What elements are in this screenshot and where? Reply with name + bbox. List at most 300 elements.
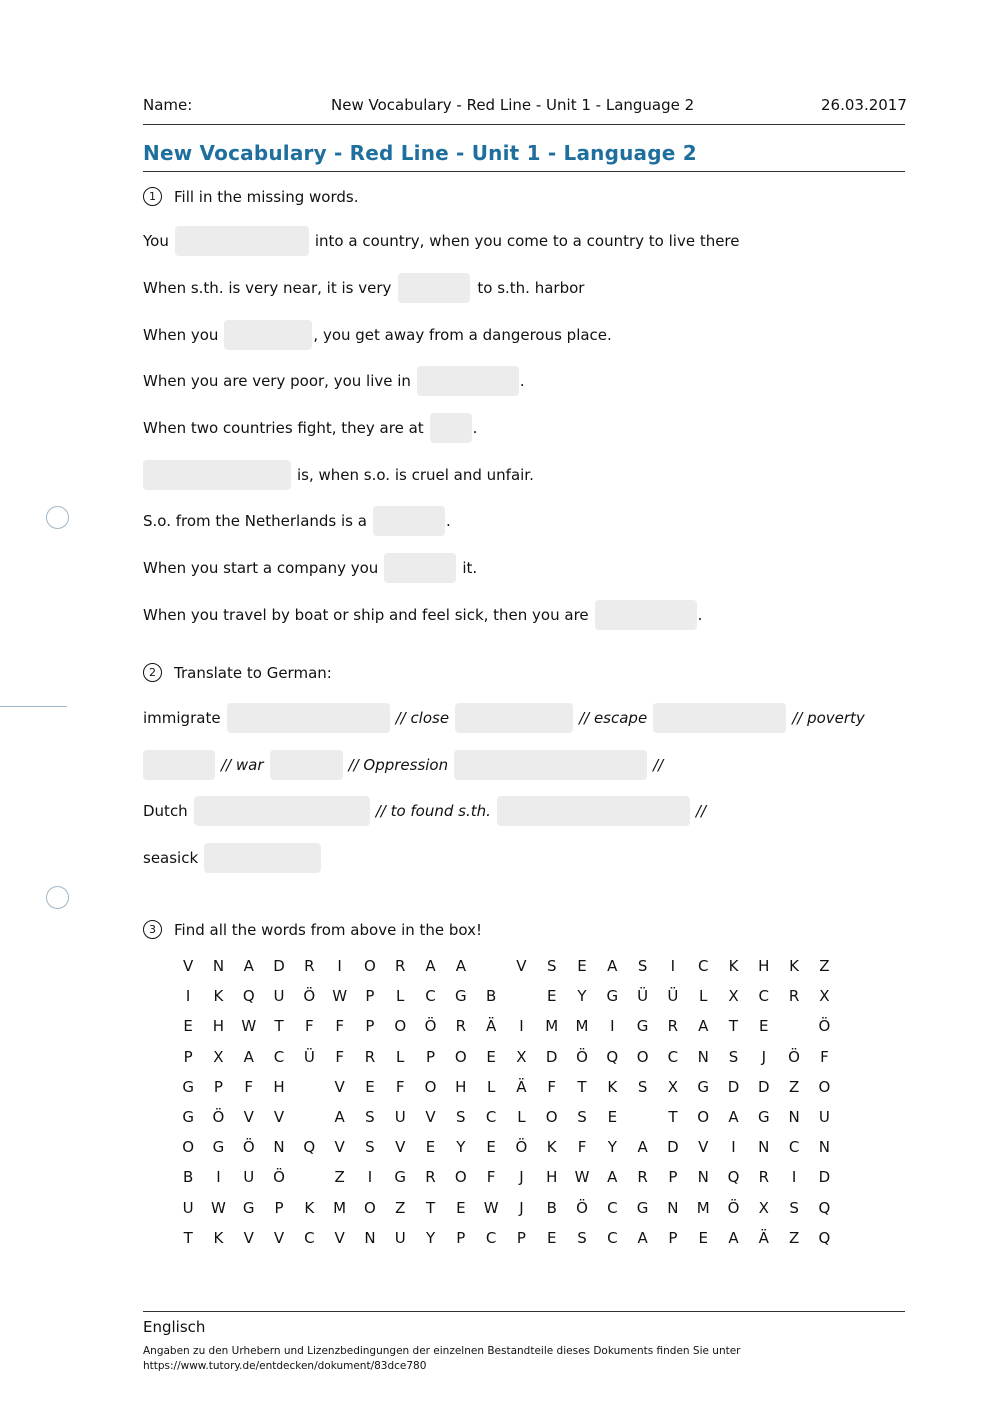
translation-blank[interactable]	[270, 750, 343, 780]
sentence-row	[143, 366, 525, 396]
sentence-text: When you	[143, 326, 219, 344]
grid-letter[interactable]: Ü	[667, 987, 679, 1006]
grid-letter[interactable]: P	[668, 1228, 678, 1247]
grid-row	[173, 981, 840, 1011]
sentence-row	[143, 553, 477, 583]
grid-letter[interactable]: K	[546, 1138, 557, 1157]
grid-letter[interactable]: E	[365, 1077, 375, 1096]
sentence-text: When s.th. is very near, it is very	[143, 279, 392, 297]
grid-letter[interactable]: E	[456, 1198, 466, 1217]
sentence-text: .	[472, 419, 478, 437]
task-1-heading	[143, 187, 358, 206]
grid-letter[interactable]: Ö	[515, 1138, 528, 1157]
grid-letter[interactable]: Z	[395, 1198, 406, 1217]
grid-letter[interactable]: F	[486, 1168, 496, 1187]
grid-letter[interactable]: C	[788, 1138, 800, 1157]
grid-letter[interactable]: C	[425, 987, 436, 1006]
grid-letter[interactable]: T	[425, 1198, 436, 1217]
grid-letter[interactable]: S	[577, 1228, 587, 1247]
grid-row	[173, 1042, 840, 1072]
grid-letter[interactable]: O	[182, 1138, 195, 1157]
grid-letter[interactable]: D	[818, 1168, 831, 1187]
grid-letter[interactable]: Ö	[242, 1138, 255, 1157]
grid-letter[interactable]: N	[697, 1168, 709, 1187]
grid-letter[interactable]: G	[636, 1198, 649, 1217]
answer-blank[interactable]	[224, 320, 312, 350]
grid-letter[interactable]: G	[212, 1138, 225, 1157]
word-close: // close	[395, 709, 450, 727]
word-war: // war	[221, 756, 264, 774]
task-number-badge: 2	[143, 663, 162, 682]
grid-letter[interactable]: O	[454, 1168, 467, 1187]
grid-letter[interactable]: A	[728, 1108, 739, 1127]
header-date: 26.03.2017	[821, 96, 907, 114]
grid-letter[interactable]: N	[788, 1108, 800, 1127]
translation-blank[interactable]	[454, 750, 647, 780]
grid-letter[interactable]: O	[636, 1047, 649, 1066]
answer-blank[interactable]	[373, 506, 445, 536]
punch-hole-mark	[46, 886, 69, 909]
translation-blank[interactable]	[455, 703, 573, 733]
grid-letter[interactable]: L	[396, 1047, 405, 1066]
grid-letter[interactable]: A	[607, 957, 618, 976]
grid-letter[interactable]: Ö	[788, 1047, 800, 1066]
sentence-row	[143, 320, 612, 350]
grid-letter[interactable]: C	[758, 987, 770, 1006]
grid-letter[interactable]: W	[483, 1198, 499, 1217]
header-divider	[143, 124, 905, 125]
name-label: Name:	[143, 96, 193, 114]
grid-letter[interactable]: S	[637, 957, 648, 976]
grid-row	[173, 1193, 840, 1223]
grid-letter[interactable]: X	[728, 987, 739, 1006]
grid-letter[interactable]: S	[577, 1108, 587, 1127]
grid-letter[interactable]: R	[304, 957, 315, 976]
grid-letter[interactable]: C	[607, 1228, 618, 1247]
sentence-text: .	[519, 372, 525, 390]
grid-letter[interactable]: G	[697, 1077, 709, 1096]
grid-letter[interactable]: P	[456, 1228, 466, 1247]
grid-letter[interactable]: E	[546, 987, 557, 1006]
grid-letter[interactable]: V	[273, 1108, 285, 1127]
grid-row	[173, 1162, 840, 1192]
sentence-text: When you travel by boat or ship and feel sick, then you are	[143, 606, 589, 624]
grid-letter[interactable]: M	[333, 1198, 347, 1217]
grid-letter[interactable]: Ä	[758, 1228, 769, 1247]
grid-row	[173, 1072, 840, 1102]
translation-blank[interactable]	[204, 843, 321, 873]
grid-letter[interactable]: J	[519, 1198, 524, 1217]
grid-letter[interactable]: F	[335, 1047, 344, 1066]
grid-letter[interactable]: D	[667, 1138, 679, 1157]
sentence-text: .	[697, 606, 703, 624]
grid-letter[interactable]: O	[818, 1077, 831, 1096]
grid-letter[interactable]: D	[758, 1077, 770, 1096]
grid-letter[interactable]: Ö	[818, 1017, 831, 1036]
word-escape: // escape	[579, 709, 648, 727]
sentence-text: is, when s.o. is cruel and unfair.	[297, 466, 534, 484]
grid-letter[interactable]: K	[213, 1228, 224, 1247]
grid-letter[interactable]: Q	[242, 987, 255, 1006]
grid-letter[interactable]: P	[274, 1198, 284, 1217]
grid-letter[interactable]: G	[606, 987, 619, 1006]
grid-letter[interactable]: W	[574, 1168, 590, 1187]
grid-letter[interactable]: P	[365, 1017, 375, 1036]
task-3-heading	[143, 920, 482, 939]
grid-letter[interactable]: N	[697, 1047, 709, 1066]
grid-letter[interactable]: V	[425, 1108, 436, 1127]
sentence-text: to s.th. harbor	[477, 279, 585, 297]
grid-letter[interactable]: P	[365, 987, 375, 1006]
word-seasick: seasick	[143, 849, 199, 867]
grid-letter[interactable]: W	[211, 1198, 226, 1217]
grid-letter[interactable]: E	[698, 1228, 708, 1247]
grid-letter[interactable]: C	[667, 1047, 679, 1066]
grid-letter[interactable]: Q	[727, 1168, 740, 1187]
grid-letter[interactable]: N	[667, 1198, 679, 1217]
grid-letter[interactable]: V	[243, 1228, 254, 1247]
sentence-text: When you are very poor, you live in	[143, 372, 411, 390]
footer-subject: Englisch	[143, 1318, 206, 1336]
grid-letter[interactable]: V	[243, 1108, 254, 1127]
grid-letter[interactable]: C	[607, 1198, 618, 1217]
translation-blank[interactable]	[227, 703, 390, 733]
grid-letter[interactable]: X	[819, 987, 830, 1006]
grid-letter[interactable]: I	[610, 1017, 615, 1036]
grid-letter[interactable]: R	[455, 1017, 467, 1036]
punch-hole-mark	[46, 506, 69, 529]
grid-letter[interactable]: U	[182, 1198, 194, 1217]
sentence-row	[143, 413, 477, 443]
grid-letter[interactable]: W	[241, 1017, 257, 1036]
title-divider	[143, 171, 905, 172]
grid-letter[interactable]: F	[335, 1017, 344, 1036]
grid-letter[interactable]: P	[426, 1047, 436, 1066]
grid-letter[interactable]: A	[728, 1228, 739, 1247]
grid-letter[interactable]: M	[575, 1017, 589, 1036]
grid-letter[interactable]: C	[485, 1228, 497, 1247]
grid-row	[173, 951, 840, 981]
grid-letter[interactable]: K	[213, 987, 224, 1006]
task-number-badge: 3	[143, 920, 162, 939]
grid-letter[interactable]: S	[789, 1198, 799, 1217]
grid-letter[interactable]: K	[728, 957, 739, 976]
grid-letter[interactable]: R	[788, 987, 800, 1006]
grid-letter[interactable]: N	[758, 1138, 770, 1157]
grid-letter[interactable]: V	[395, 1138, 406, 1157]
grid-letter[interactable]: E	[183, 1017, 193, 1036]
grid-letter[interactable]: K	[304, 1198, 315, 1217]
grid-letter[interactable]: A	[637, 1228, 648, 1247]
grid-letter[interactable]: F	[305, 1017, 314, 1036]
grid-letter[interactable]: A	[425, 957, 436, 976]
grid-letter[interactable]: S	[365, 1138, 375, 1157]
grid-letter[interactable]: Ü	[303, 1047, 315, 1066]
answer-blank[interactable]	[384, 553, 456, 583]
grid-letter[interactable]: Z	[788, 1077, 800, 1096]
grid-letter[interactable]: J	[519, 1168, 524, 1187]
sentence-text: When you start a company you	[143, 559, 379, 577]
grid-letter[interactable]: L	[517, 1108, 526, 1127]
grid-letter[interactable]: T	[668, 1108, 678, 1127]
grid-letter[interactable]: Ö	[273, 1168, 285, 1187]
grid-letter[interactable]: G	[394, 1168, 407, 1187]
grid-letter[interactable]: O	[697, 1108, 710, 1127]
task-instruction: Fill in the missing words.	[174, 187, 359, 206]
grid-letter[interactable]: G	[182, 1108, 194, 1127]
grid-letter[interactable]: S	[546, 957, 557, 976]
fold-mark	[0, 706, 67, 707]
grid-letter[interactable]: C	[304, 1228, 315, 1247]
grid-letter[interactable]: I	[791, 1168, 797, 1187]
separator: //	[653, 756, 664, 774]
separator: //	[695, 802, 707, 820]
word-search-grid	[173, 951, 840, 1253]
sentence-text: When two countries fight, they are at	[143, 419, 424, 437]
grid-letter[interactable]: Ö	[727, 1198, 740, 1217]
grid-letter[interactable]: Y	[577, 987, 587, 1006]
grid-letter[interactable]: S	[637, 1077, 648, 1096]
sentence-row	[143, 600, 702, 630]
footer-note-line: Angaben zu den Urhebern und Lizenzbedingungen der einzelnen Bestandteile dieses Dokuments finden Sie unter	[143, 1345, 741, 1357]
translation-row	[143, 703, 865, 733]
grid-letter[interactable]: Y	[425, 1228, 436, 1247]
grid-letter[interactable]: M	[696, 1198, 710, 1217]
sentence-row	[143, 460, 534, 490]
translation-blank[interactable]	[653, 703, 786, 733]
grid-letter[interactable]: Ö	[576, 1198, 588, 1217]
grid-letter[interactable]: O	[394, 1017, 407, 1036]
grid-letter[interactable]: H	[546, 1168, 558, 1187]
grid-letter[interactable]: K	[607, 1077, 618, 1096]
grid-row	[173, 1132, 840, 1162]
grid-letter[interactable]: N	[212, 957, 225, 976]
grid-letter[interactable]: E	[607, 1108, 618, 1127]
grid-letter[interactable]: B	[183, 1168, 194, 1187]
answer-blank[interactable]	[595, 600, 697, 630]
translation-row	[143, 750, 663, 780]
grid-letter[interactable]: O	[545, 1108, 558, 1127]
grid-letter[interactable]: U	[394, 1108, 406, 1127]
word-oppression: // Oppression	[348, 756, 449, 774]
grid-letter[interactable]: D	[727, 1077, 740, 1096]
grid-letter[interactable]: X	[516, 1047, 527, 1066]
task-instruction: Find all the words from above in the box!	[174, 920, 483, 939]
grid-letter[interactable]: T	[577, 1077, 587, 1096]
footer-url[interactable]: https://www.tutory.de/entdecken/dokument/83dce780	[143, 1360, 427, 1372]
word-immigrate: immigrate	[143, 709, 221, 727]
grid-letter[interactable]: G	[242, 1198, 255, 1217]
grid-letter[interactable]: Q	[818, 1228, 831, 1247]
grid-letter[interactable]: Ä	[516, 1077, 527, 1096]
grid-letter[interactable]: V	[334, 1138, 345, 1157]
grid-letter[interactable]: F	[395, 1077, 405, 1096]
grid-letter[interactable]: C	[485, 1108, 497, 1127]
sentence-text: S.o. from the Netherlands is a	[143, 512, 367, 530]
grid-letter[interactable]: Q	[303, 1138, 316, 1157]
translation-blank[interactable]	[143, 750, 215, 780]
grid-letter[interactable]: E	[486, 1138, 496, 1157]
grid-letter[interactable]: I	[670, 957, 676, 976]
header-doc-title: New Vocabulary - Red Line - Unit 1 - Language 2	[331, 96, 695, 114]
grid-letter[interactable]: V	[183, 957, 194, 976]
grid-letter[interactable]: J	[761, 1047, 766, 1066]
sentence-text: , you get away from a dangerous place.	[313, 326, 612, 344]
footer-divider	[143, 1311, 905, 1312]
grid-letter[interactable]: A	[637, 1138, 648, 1157]
grid-letter[interactable]: A	[243, 957, 254, 976]
translation-blank[interactable]	[194, 796, 370, 826]
grid-letter[interactable]: U	[243, 1168, 255, 1187]
grid-letter[interactable]: Y	[607, 1138, 617, 1157]
grid-letter[interactable]: Ö	[424, 1017, 437, 1036]
grid-letter[interactable]: X	[758, 1198, 769, 1217]
grid-letter[interactable]: X	[213, 1047, 224, 1066]
grid-letter[interactable]: A	[607, 1168, 618, 1187]
grid-letter[interactable]: I	[216, 1168, 221, 1187]
task-instruction: Translate to German:	[174, 663, 332, 682]
grid-letter[interactable]: F	[547, 1077, 557, 1096]
grid-letter[interactable]: H	[212, 1017, 225, 1036]
grid-letter[interactable]: T	[274, 1017, 284, 1036]
grid-letter[interactable]: A	[698, 1017, 709, 1036]
grid-letter[interactable]: A	[455, 957, 466, 976]
grid-letter[interactable]: Ö	[212, 1108, 225, 1127]
translation-row	[143, 843, 327, 873]
grid-letter[interactable]: P	[668, 1168, 678, 1187]
grid-letter[interactable]: G	[757, 1108, 770, 1127]
grid-letter[interactable]: N	[364, 1228, 376, 1247]
word-dutch: Dutch	[143, 802, 188, 820]
grid-letter[interactable]: X	[667, 1077, 679, 1096]
grid-letter[interactable]: E	[759, 1017, 769, 1036]
grid-letter[interactable]: F	[244, 1077, 254, 1096]
grid-letter[interactable]: Ö	[303, 987, 316, 1006]
grid-letter[interactable]: Z	[788, 1228, 800, 1247]
grid-letter[interactable]: R	[425, 1168, 436, 1187]
grid-letter[interactable]: L	[396, 987, 405, 1006]
grid-letter[interactable]: F	[577, 1138, 587, 1157]
grid-letter[interactable]: A	[334, 1108, 345, 1127]
grid-letter[interactable]: Q	[606, 1047, 619, 1066]
sentence-text: .	[445, 512, 451, 530]
grid-letter[interactable]: V	[334, 1077, 345, 1096]
grid-letter[interactable]: D	[273, 957, 285, 976]
sentence-row	[143, 506, 451, 536]
grid-letter[interactable]: I	[519, 1017, 524, 1036]
grid-letter[interactable]: Q	[818, 1198, 831, 1217]
sentence-row	[143, 226, 740, 256]
grid-letter[interactable]: R	[637, 1168, 648, 1187]
grid-letter[interactable]: S	[365, 1108, 375, 1127]
grid-letter[interactable]: Ü	[637, 987, 649, 1006]
translation-blank[interactable]	[497, 796, 690, 826]
grid-letter[interactable]: R	[667, 1017, 679, 1036]
grid-letter[interactable]: H	[455, 1077, 467, 1096]
grid-letter[interactable]: N	[818, 1138, 830, 1157]
grid-letter[interactable]: V	[698, 1138, 709, 1157]
grid-letter[interactable]: G	[182, 1077, 194, 1096]
answer-blank[interactable]	[398, 273, 470, 303]
sentence-text: it.	[462, 559, 478, 577]
grid-letter[interactable]: V	[273, 1228, 285, 1247]
grid-letter[interactable]: Ö	[576, 1047, 588, 1066]
grid-letter[interactable]: W	[332, 987, 348, 1006]
grid-letter[interactable]: V	[334, 1228, 345, 1247]
grid-letter[interactable]: O	[364, 957, 376, 976]
grid-letter[interactable]: G	[455, 987, 467, 1006]
grid-letter[interactable]: E	[577, 957, 587, 976]
grid-letter[interactable]: B	[546, 1198, 557, 1217]
grid-letter[interactable]: O	[454, 1047, 467, 1066]
answer-blank[interactable]	[143, 460, 291, 490]
grid-letter[interactable]: I	[731, 1138, 736, 1157]
grid-letter[interactable]: S	[456, 1108, 466, 1127]
grid-letter[interactable]: B	[485, 987, 497, 1006]
sentence-row	[143, 273, 584, 303]
grid-letter[interactable]: U	[273, 987, 285, 1006]
grid-letter[interactable]: C	[273, 1047, 285, 1066]
answer-blank[interactable]	[417, 366, 519, 396]
grid-letter[interactable]: I	[337, 957, 342, 976]
grid-letter[interactable]: P	[516, 1228, 526, 1247]
grid-letter[interactable]: R	[364, 1047, 376, 1066]
grid-letter[interactable]: Z	[819, 957, 830, 976]
footer-license-note	[143, 1344, 741, 1374]
grid-letter[interactable]: C	[697, 957, 709, 976]
grid-letter[interactable]: Z	[334, 1168, 345, 1187]
grid-letter[interactable]: I	[185, 987, 191, 1006]
grid-letter[interactable]: Y	[456, 1138, 466, 1157]
grid-letter[interactable]: T	[728, 1017, 739, 1036]
grid-letter[interactable]: U	[394, 1228, 406, 1247]
grid-row	[173, 1102, 840, 1132]
grid-letter[interactable]: P	[213, 1077, 223, 1096]
grid-letter[interactable]: L	[486, 1077, 496, 1096]
grid-letter[interactable]: F	[820, 1047, 829, 1066]
grid-letter[interactable]: P	[183, 1047, 193, 1066]
answer-blank[interactable]	[175, 226, 309, 256]
grid-letter[interactable]: S	[728, 1047, 739, 1066]
grid-letter[interactable]: O	[364, 1198, 376, 1217]
grid-letter[interactable]: V	[516, 957, 527, 976]
word-poverty: // poverty	[792, 709, 865, 727]
grid-letter[interactable]: M	[545, 1017, 559, 1036]
grid-letter[interactable]: O	[424, 1077, 437, 1096]
grid-letter[interactable]: I	[367, 1168, 373, 1187]
grid-letter[interactable]: A	[243, 1047, 254, 1066]
grid-letter[interactable]: R	[395, 957, 406, 976]
sentence-text: into a country, when you come to a country to live there	[314, 232, 740, 250]
grid-letter[interactable]: E	[425, 1138, 436, 1157]
grid-letter[interactable]: U	[818, 1108, 830, 1127]
grid-letter[interactable]: N	[273, 1138, 285, 1157]
grid-letter[interactable]: R	[758, 1168, 769, 1187]
grid-letter[interactable]: K	[789, 957, 799, 976]
grid-letter[interactable]: Ä	[485, 1017, 497, 1036]
grid-letter[interactable]: G	[636, 1017, 649, 1036]
grid-letter[interactable]: T	[183, 1228, 193, 1247]
grid-letter[interactable]: H	[758, 957, 770, 976]
grid-letter[interactable]: H	[273, 1077, 285, 1096]
answer-blank[interactable]	[430, 413, 472, 443]
grid-letter[interactable]: E	[486, 1047, 496, 1066]
word-found: // to found s.th.	[375, 802, 491, 820]
grid-letter[interactable]: E	[546, 1228, 557, 1247]
grid-letter[interactable]: D	[545, 1047, 558, 1066]
grid-letter[interactable]: L	[699, 987, 708, 1006]
grid-row	[173, 1223, 840, 1253]
